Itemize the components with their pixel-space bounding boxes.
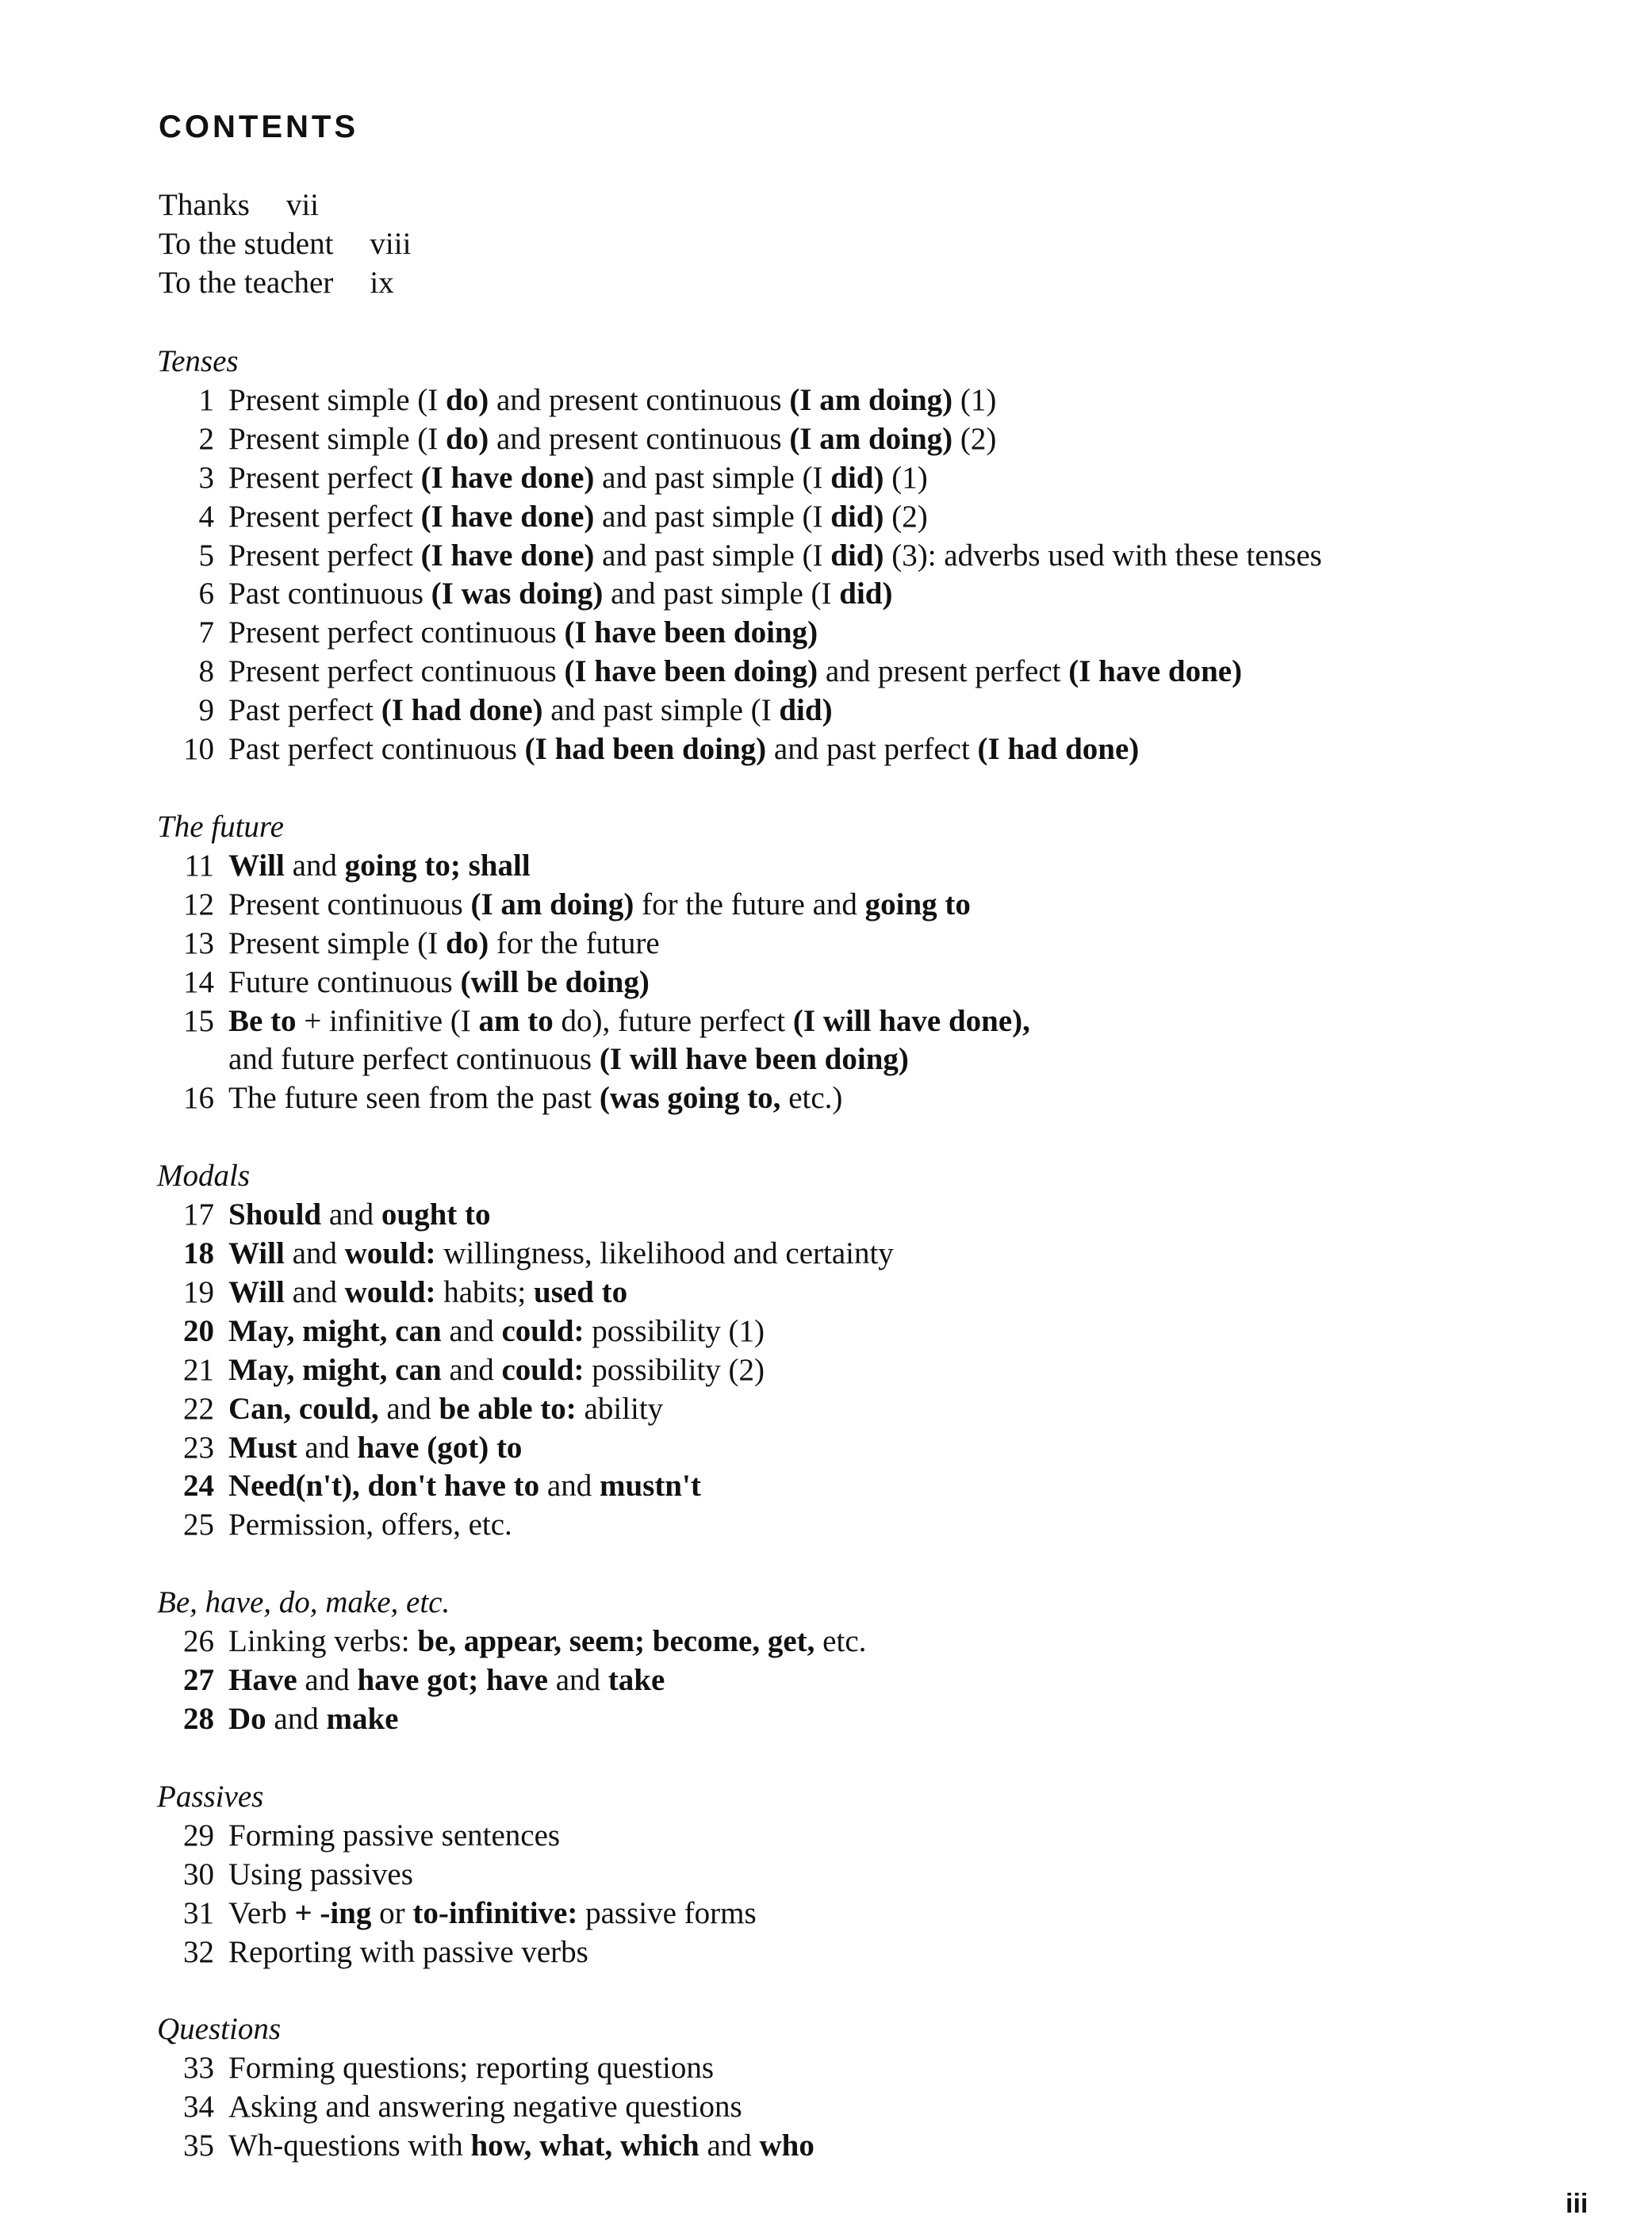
entry-number: 16 xyxy=(183,1081,214,1116)
entry-title: Past continuous (I was doing) and past simple (I did) xyxy=(228,577,893,611)
entry-title: Present simple (I do) for the future xyxy=(228,925,660,960)
entry-title: Wh-questions with how, what, which and who xyxy=(228,2129,815,2163)
contents-entry xyxy=(157,1274,1322,1312)
contents-entry xyxy=(157,2049,1322,2088)
contents-entry xyxy=(157,1700,1322,1739)
contents-entry xyxy=(157,459,1322,498)
entry-number: 25 xyxy=(183,1508,214,1542)
entry-title: Forming questions; reporting questions xyxy=(228,2051,715,2086)
contents-entry xyxy=(157,1196,1322,1235)
entry-number: 2 xyxy=(198,421,214,456)
contents-entry xyxy=(157,2088,1322,2127)
entry-number: 20 xyxy=(183,1313,214,1348)
front-matter-label: To the teacher xyxy=(159,266,334,300)
entry-title: Should and ought to xyxy=(228,1197,491,1232)
front-matter-list xyxy=(159,186,411,302)
contents-section xyxy=(157,2010,1322,2166)
entry-title: Will and going to; shall xyxy=(228,848,531,883)
entry-title: Verb + -ing or to-infinitive: passive forms xyxy=(228,1895,757,1930)
entry-title: Future continuous (will be doing) xyxy=(228,964,650,999)
entry-title: Permission, offers, etc. xyxy=(228,1508,512,1542)
entry-title: Need(n't), don't have to and mustn't xyxy=(228,1469,701,1504)
entry-number: 19 xyxy=(183,1274,214,1309)
entry-number: 21 xyxy=(183,1352,214,1387)
contents-entry xyxy=(157,1856,1322,1895)
entry-number: 5 xyxy=(198,538,214,573)
entry-number: 18 xyxy=(183,1236,214,1271)
entry-title: Asking and answering negative questions xyxy=(228,2090,742,2125)
entry-number: 9 xyxy=(198,693,214,728)
entry-title: The future seen from the past (was going to, etc.) xyxy=(228,1081,843,1116)
section-heading: Modals xyxy=(157,1159,250,1194)
page-number: iii xyxy=(1566,2189,1589,2219)
contents-entry xyxy=(157,1817,1322,1856)
entry-number: 8 xyxy=(198,654,214,689)
contents-entry xyxy=(157,964,1322,1002)
front-matter-page: ix xyxy=(370,266,394,300)
entry-title: Be to + infinitive (I am to do), future perfect (I will have done), xyxy=(228,1003,1030,1038)
entry-title: Reporting with passive verbs xyxy=(228,1934,588,1969)
entry-number: 34 xyxy=(183,2090,214,2125)
entry-title: Present perfect (I have done) and past simple (I did) (2) xyxy=(228,499,928,534)
contents-entry xyxy=(157,653,1322,692)
front-matter-item xyxy=(159,224,411,263)
front-matter-label: Thanks xyxy=(159,188,250,222)
contents-entry xyxy=(157,575,1322,614)
contents-entry xyxy=(157,381,1322,420)
entry-title: Past perfect (I had done) and past simple (I did) xyxy=(228,693,833,728)
entry-number: 10 xyxy=(183,732,214,767)
entry-number: 30 xyxy=(183,1857,214,1891)
entry-title: Present perfect (I have done) and past simple (I did) (3): adverbs used with these tenses xyxy=(228,538,1322,573)
contents-section xyxy=(157,1157,1322,1545)
entry-title: Present simple (I do) and present continuous (I am doing) (1) xyxy=(228,382,997,417)
entry-title: Present perfect (I have done) and past simple (I did) (1) xyxy=(228,460,928,495)
contents-entry xyxy=(157,1312,1322,1351)
entry-number: 14 xyxy=(183,964,214,999)
entry-title: Will and would: habits; used to xyxy=(228,1274,628,1309)
entry-title: Can, could, and be able to: ability xyxy=(228,1391,664,1426)
contents-entry xyxy=(157,537,1322,576)
contents-entry xyxy=(157,692,1322,730)
entry-number: 12 xyxy=(183,887,214,922)
entry-number: 22 xyxy=(183,1391,214,1426)
contents-entry xyxy=(157,1467,1322,1506)
contents-section xyxy=(157,808,1322,1118)
contents-entry xyxy=(157,847,1322,886)
contents-entry xyxy=(157,498,1322,537)
contents-entry xyxy=(157,1506,1322,1545)
contents-entry xyxy=(157,1623,1322,1661)
contents-entry xyxy=(157,2127,1322,2166)
entry-title: Using passives xyxy=(228,1857,413,1891)
entry-title: Forming passive sentences xyxy=(228,1818,561,1853)
contents-entry xyxy=(157,1390,1322,1429)
entry-number: 3 xyxy=(198,460,214,495)
section-heading: Passives xyxy=(157,1779,264,1814)
entry-title: Present continuous (I am doing) for the future and going to xyxy=(228,887,971,922)
contents-entry xyxy=(157,1351,1322,1390)
contents-section xyxy=(157,1584,1322,1739)
entry-number: 15 xyxy=(183,1003,214,1038)
entry-number: 29 xyxy=(183,1818,214,1853)
contents-entry xyxy=(157,730,1322,769)
contents-entry xyxy=(157,1933,1322,1972)
section-heading: The future xyxy=(157,809,284,844)
entry-title: Present perfect continuous (I have been doing) xyxy=(228,615,818,650)
entry-title: Present perfect continuous (I have been doing) and present perfect (I have done) xyxy=(228,654,1243,689)
page-title: CONTENTS xyxy=(159,109,358,144)
contents-sections xyxy=(157,343,1322,2205)
contents-section xyxy=(157,343,1322,769)
contents-entry xyxy=(157,1079,1322,1118)
entry-title: Past perfect continuous (I had been doing) and past perfect (I had done) xyxy=(228,732,1140,767)
entry-title: Will and would: willingness, likelihood and certainty xyxy=(228,1236,894,1271)
entry-number: 32 xyxy=(183,1934,214,1969)
front-matter-item xyxy=(159,186,411,224)
contents-entry xyxy=(157,1429,1322,1468)
entry-number: 7 xyxy=(198,615,214,650)
entry-title: Linking verbs: be, appear, seem; become, get, etc. xyxy=(228,1624,867,1659)
contents-section xyxy=(157,1778,1322,1972)
contents-entry xyxy=(157,1661,1322,1700)
entry-title: Must and have (got) to xyxy=(228,1430,523,1465)
entry-number: 17 xyxy=(183,1197,214,1232)
front-matter-page: vii xyxy=(286,188,319,222)
front-matter-label: To the student xyxy=(159,227,334,261)
entry-title: and future perfect continuous (I will have been doing) xyxy=(228,1042,909,1077)
section-heading: Tenses xyxy=(157,344,239,378)
entry-number: 35 xyxy=(183,2129,214,2163)
section-heading: Be, have, do, make, etc. xyxy=(157,1585,450,1620)
entry-number: 23 xyxy=(183,1430,214,1465)
entry-title: May, might, can and could: possibility (2) xyxy=(228,1352,765,1387)
contents-entry xyxy=(157,925,1322,964)
entry-number: 4 xyxy=(198,499,214,534)
contents-entry xyxy=(157,1235,1322,1274)
entry-number: 24 xyxy=(183,1469,214,1504)
entry-number: 31 xyxy=(183,1895,214,1930)
entry-number: 1 xyxy=(198,382,214,417)
front-matter-item xyxy=(159,263,411,302)
contents-entry xyxy=(157,420,1322,459)
contents-entry xyxy=(157,614,1322,653)
entry-number: 13 xyxy=(183,925,214,960)
entry-number: 6 xyxy=(198,577,214,611)
entry-title: May, might, can and could: possibility (1) xyxy=(228,1313,765,1348)
entry-number: 28 xyxy=(183,1702,214,1736)
contents-entry xyxy=(157,1040,1322,1079)
entry-title: Present simple (I do) and present continuous (I am doing) (2) xyxy=(228,421,997,456)
entry-title: Have and have got; have and take xyxy=(228,1663,665,1698)
entry-number: 27 xyxy=(183,1663,214,1698)
contents-entry xyxy=(157,886,1322,925)
entry-number: 33 xyxy=(183,2051,214,2086)
entry-number: 11 xyxy=(184,848,214,883)
contents-entry xyxy=(157,1895,1322,1933)
section-heading: Questions xyxy=(157,2012,281,2047)
front-matter-page: viii xyxy=(370,227,412,261)
contents-entry xyxy=(157,1002,1322,1041)
entry-title: Do and make xyxy=(228,1702,399,1736)
entry-number: 26 xyxy=(183,1624,214,1659)
